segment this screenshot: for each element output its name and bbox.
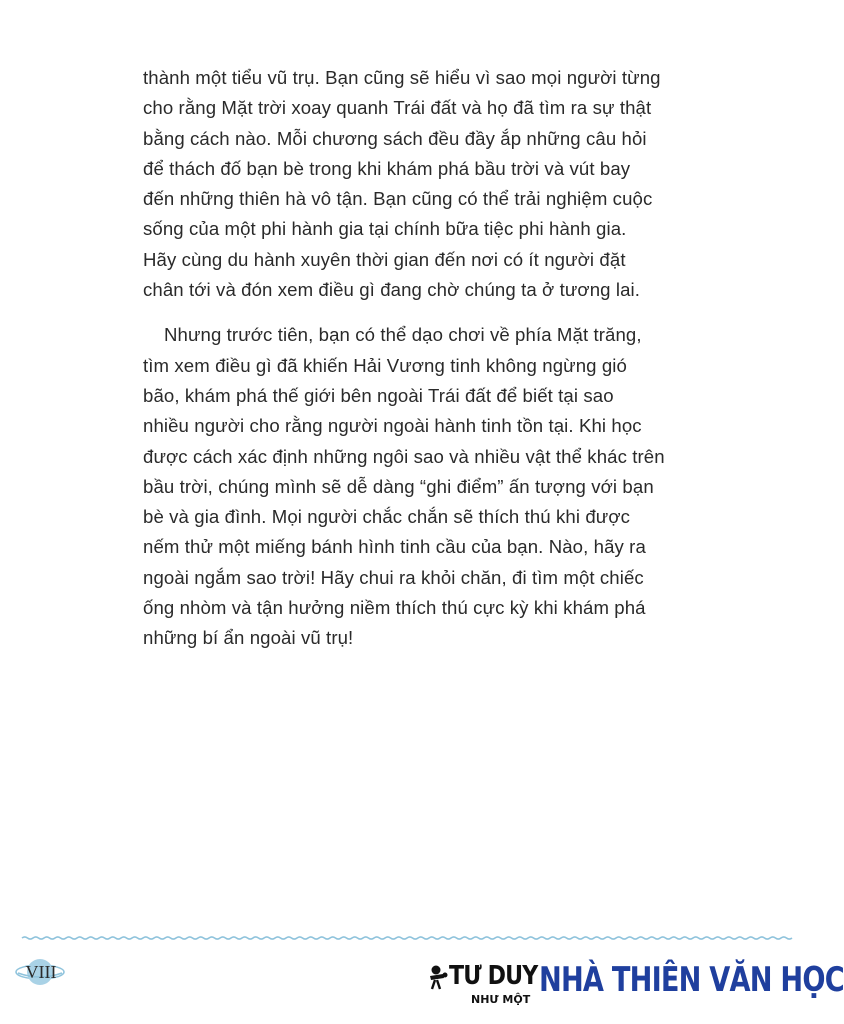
paragraph-2 [143,320,703,653]
text-line: Hãy cùng du hành xuyên thời gian đến nơi có ít người đặt [143,248,626,270]
logo-tu-duy-block [425,960,537,1010]
series-logo [425,960,844,1010]
text-line: tìm xem điều gì đã khiến Hải Vương tinh không ngừng gió [143,354,627,376]
text-line: để thách đố bạn bè trong khi khám phá bầu trời và vút bay [143,157,631,179]
logo-tu-duy-text: TƯ DUY [449,961,538,991]
text-line: những bí ẩn ngoài vũ trụ! [143,627,354,649]
text-line: nếm thử một miếng bánh hình tinh cầu của bạn. Nào, hãy ra [143,536,646,558]
text-line: chân tới và đón xem điều gì đang chờ chúng ta ở tương lai. [143,279,641,301]
text-line: thành một tiểu vũ trụ. Bạn cũng sẽ hiểu vì sao mọi người từng [143,67,661,88]
text-line: đến những thiên hà vô tận. Bạn cũng có thể trải nghiệm cuộc [143,188,653,210]
logo-nhu-mot-text: NHƯ MỘT [471,993,531,1006]
telescope-person-icon [427,964,449,990]
paragraph-1 [143,63,703,305]
text-line: nhiều người cho rằng người ngoài hành tinh tồn tại. Khi học [143,415,642,437]
text-line: ống nhòm và tận hưởng niềm thích thú cực kỳ khi khám phá [143,597,646,619]
footer-wave-divider [22,930,788,946]
page-body [143,63,703,654]
text-line: sống của một phi hành gia tại chính bữa tiệc phi hành gia. [143,218,627,240]
text-line: bằng cách nào. Mỗi chương sách đều đầy ắp những câu hỏi [143,127,647,149]
logo-series-title: NHÀ THIÊN VĂN HỌC [539,960,844,1000]
text-line: bè và gia đình. Mọi người chắc chắn sẽ thích thú khi được [143,506,631,528]
text-line: được cách xác định những ngôi sao và nhiều vật thể khác trên [143,445,665,467]
page-number: VIII [25,962,57,982]
text-line: bầu trời, chúng mình sẽ dễ dàng “ghi điểm” ấn tượng với bạn [143,475,654,497]
text-line: Nhưng trước tiên, bạn có thể dạo chơi về phía Mặt trăng, [164,324,642,346]
text-line: bão, khám phá thế giới bên ngoài Trái đất để biết tại sao [143,384,614,406]
text-line: cho rằng Mặt trời xoay quanh Trái đất và họ đã tìm ra sự thật [143,97,652,119]
text-line: ngoài ngắm sao trời! Hãy chui ra khỏi chăn, đi tìm một chiếc [143,566,644,588]
